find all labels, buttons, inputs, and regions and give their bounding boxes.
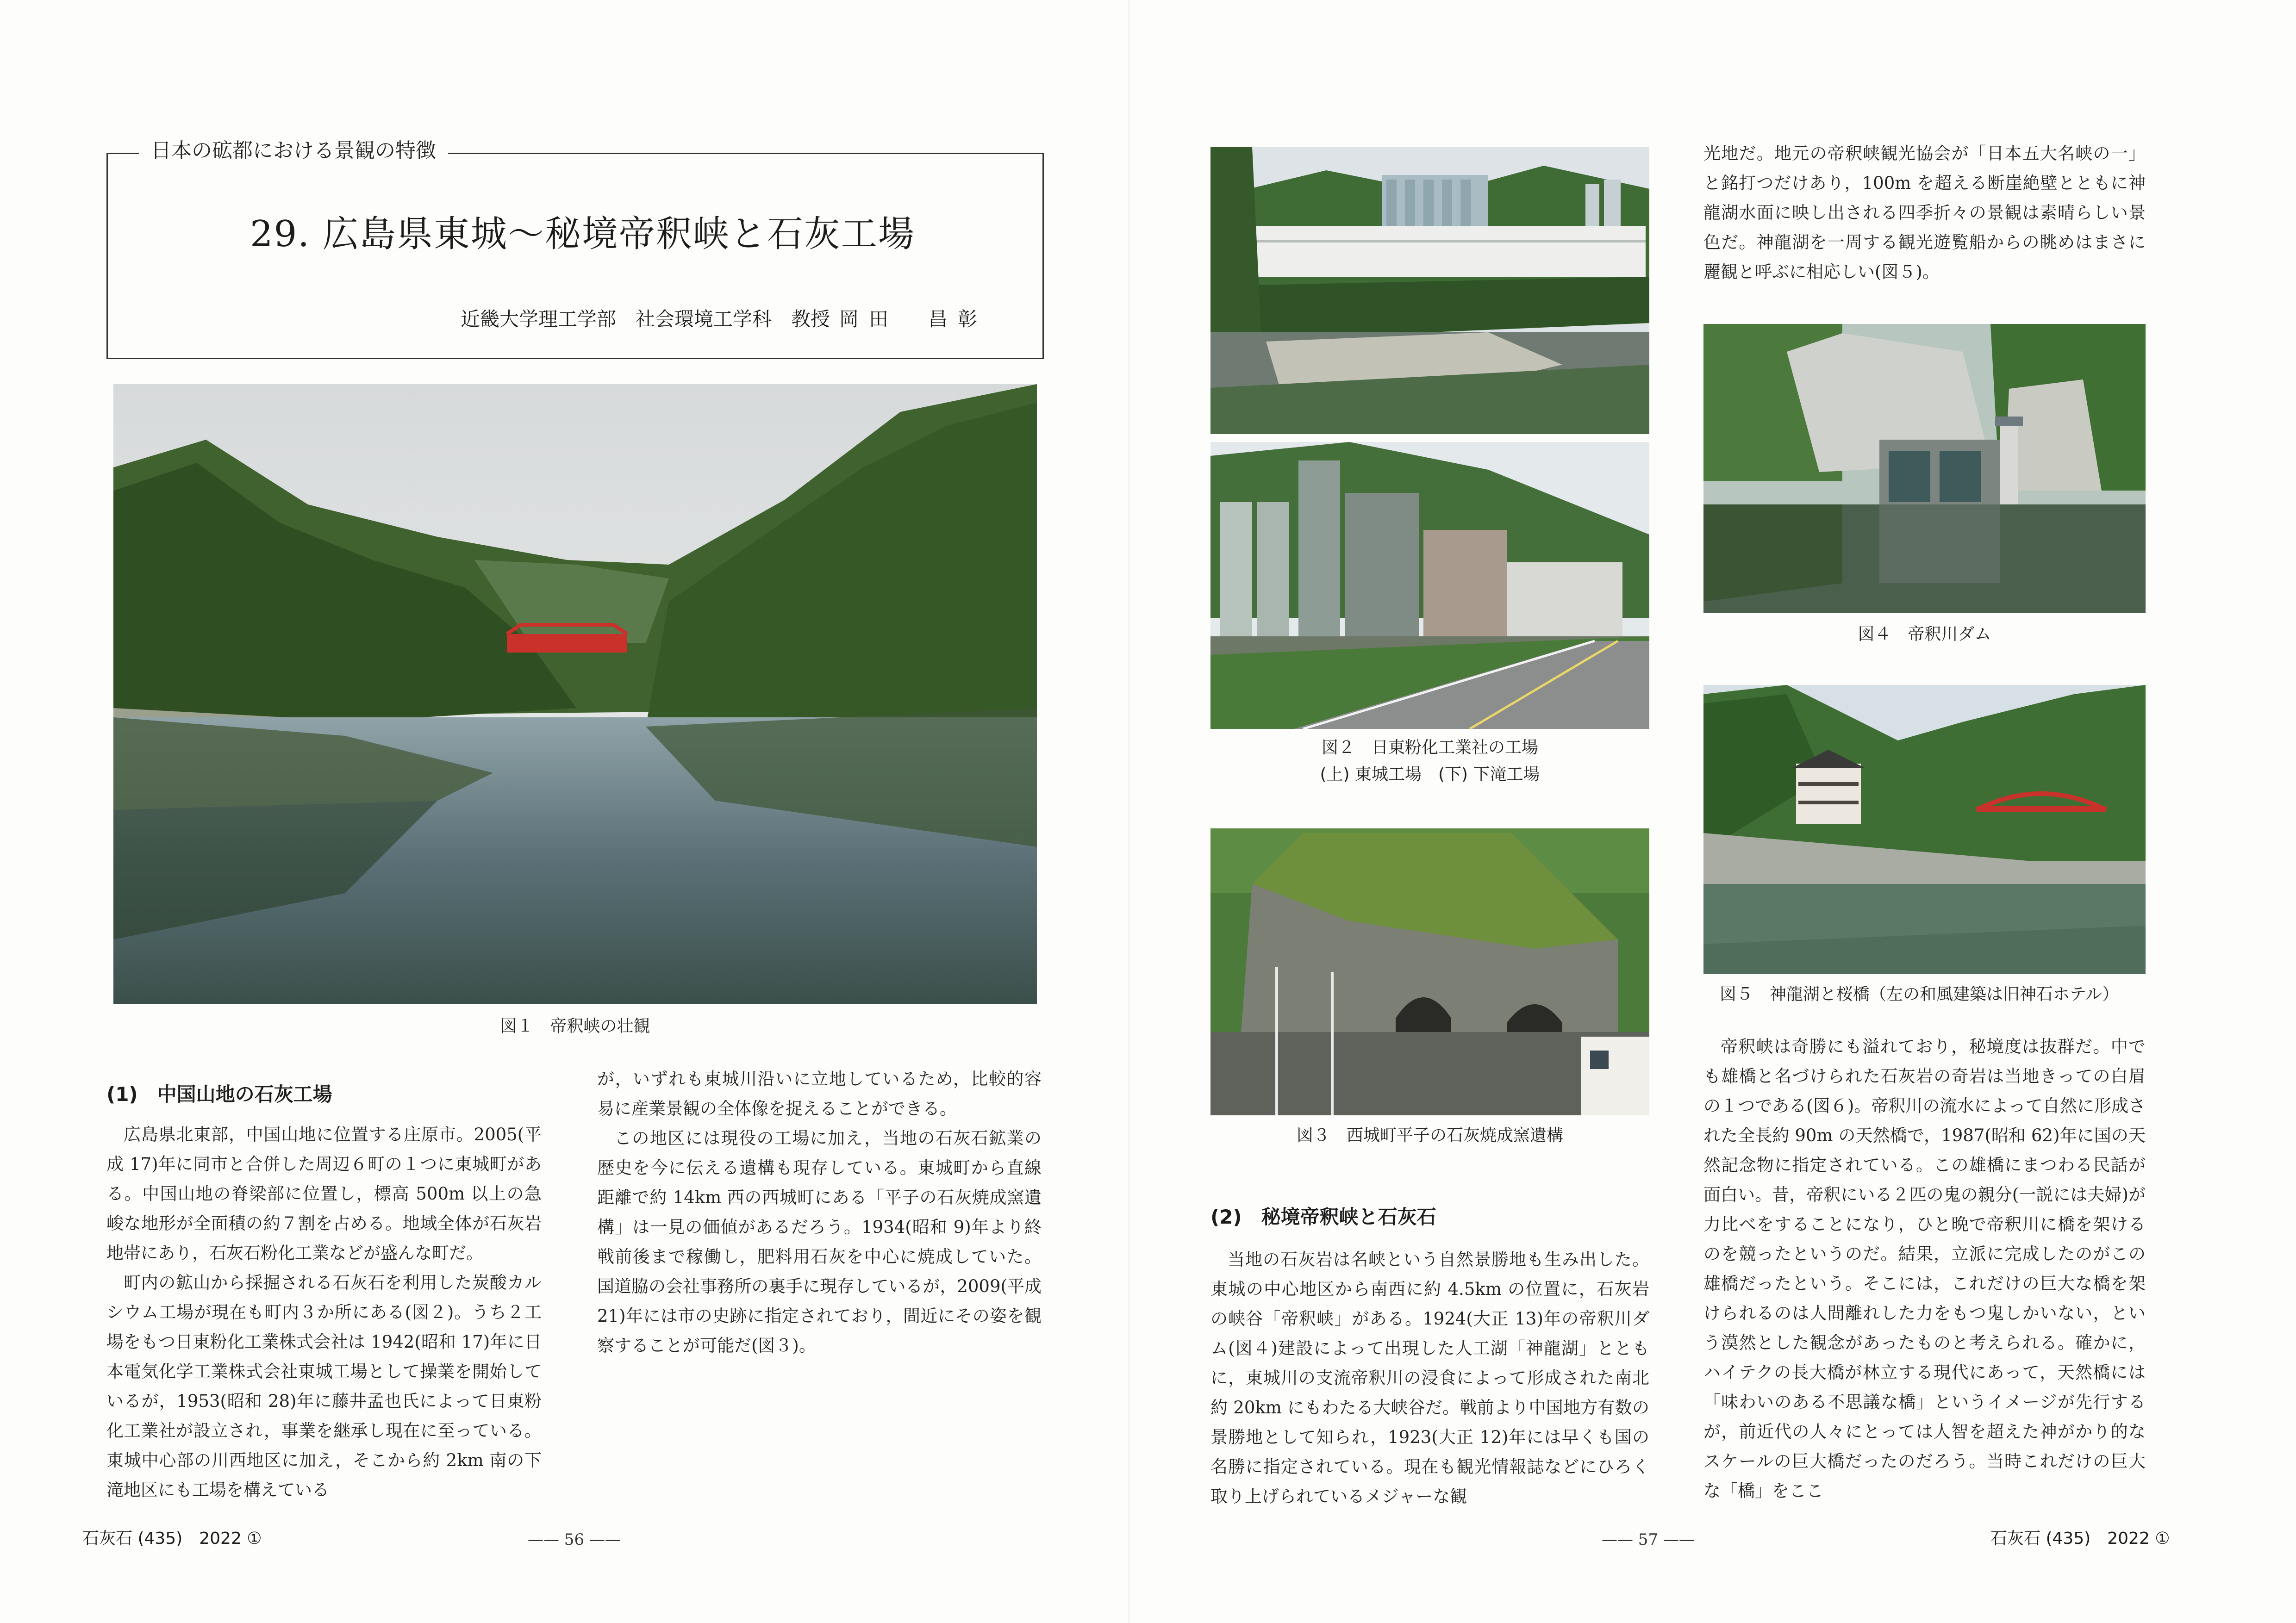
col4-paragraph-1: 光地だ。地元の帝釈峡観光協会が「日本五大名峡の一」と銘打つだけあり，100m を超える断崖絶壁とともに神龍湖水面に映し出される四季折々の景観は素晴らしい景色だ。神龍湖を一周する観光遊覧船からの眺めはまさに麗観と呼ぶに相応しい(図５)。	[1703, 143, 2146, 282]
figure3-caption: 図３ 西城町平子の石灰焼成窯遺構	[1296, 1126, 1563, 1145]
figure1-caption: 図１ 帝釈峡の壮観	[500, 1017, 650, 1036]
figure5-photo	[1703, 685, 2146, 974]
col1-paragraph-1: 広島県北東部，中国山地に位置する庄原市。2005(平成 17)年に同市と合併した周辺６町の１つに東城町がある。中国山地の脊梁部に位置し，標高 500m 以上の急峻な地形が全面積の約７割を占める。地域全体が石灰岩地帯にあり，石灰石粉化工業などが盛んな町だ。	[106, 1125, 542, 1263]
series-label: 日本の砿都における景観の特徴	[139, 137, 448, 165]
page-number-right: —— 57 ——	[1602, 1530, 1695, 1549]
col1-paragraph-2: 町内の鉱山から採掘される石灰石を利用した炭酸カルシウム工場が現在も町内３か所にある(図２)。うち２工場をもつ日東粉化工業株式会社は 1942(昭和 17)年に日本電気化学工業株式会社東城工場として操業を開始しているが，1953(昭和 28)年に藤井孟也氏によって日東粉化工業社が設立され，事業を継承し現在に至っている。東城中心部の川西地区に加え，そこから約 2km 南の下滝地区にも工場を構えている	[106, 1273, 542, 1500]
col4-paragraph-2: 帝釈峡は奇勝にも溢れており，秘境度は抜群だ。中でも雄橋と名づけられた石灰岩の奇岩は当地きっての白眉の１つである(図６)。帝釈川の流水によって自然に形成された全長約 90m の天然橋で，1987(昭和 62)年に国の天然記念物に指定されている。この雄橋にまつわる民話が面白い。昔，帝釈にいる２匹の鬼の親分(一説には夫婦)が力比べをすることになり，ひと晩で帝釈川に橋を架けるのを競ったというのだ。結果，立派に完成したのがこの雄橋だったという。そこには，これだけの巨大な橋を架けられるのは人間離れした力をもつ鬼しかいない，という漠然とした観念があったものと考えられる。確かに，ハイテクの長大橋が林立する現代にあって，天然橋には「味わいのある不思議な橋」というイメージが先行するが，前近代の人々にとっては人智を超えた神がかり的なスケールの巨大橋だったのだろう。当時これだけの巨大な「橋」をここ	[1703, 1037, 2146, 1501]
col2-paragraph-2: この地区には現役の工場に加え，当地の石灰石鉱業の歴史を今に伝える遺構も現存している。東城町から直線距離で約 14km 西の西城町にある「平子の石灰焼成窯遺構」は一見の価値があるだろう。1934(昭和 9)年より終戦前後まで稼働し，肥料用石灰を中心に焼成していた。国道脇の会社事務所の裏手に現存しているが，2009(平成 21)年には市の史跡に指定されており，間近にその姿を観察することが可能だ(図３)。	[597, 1128, 1042, 1356]
figure5-caption: 図５ 神龍湖と桜橋（左の和風建築は旧神石ホテル）	[1720, 985, 2119, 1004]
page-right	[1129, 0, 2296, 1623]
section2-heading: (2) 秘境帝釈峡と石灰石	[1210, 1206, 1436, 1228]
figure1-photo	[113, 384, 1037, 1004]
article-title: 29. 広島県東城〜秘境帝釈峡と石灰工場	[250, 213, 915, 255]
author-affiliation: 近畿大学理工学部 社会環境工学科 教授	[461, 308, 830, 330]
author-line	[461, 305, 1016, 333]
body-column-4-bottom	[1703, 1032, 2146, 1506]
body-column-2	[597, 1064, 1042, 1361]
page-left	[0, 0, 1129, 1623]
body-column-1	[106, 1120, 542, 1505]
figure4-caption: 図４ 帝釈川ダム	[1858, 625, 1991, 644]
col2-paragraph-1: が，いずれも東城川沿いに立地しているため，比較的容易に産業景観の全体像を捉えることができる。	[597, 1069, 1042, 1119]
col3-paragraph-1: 当地の石灰岩は名峡という自然景勝地も生み出した。東城の中心地区から南西に約 4.5km の位置に，石灰岩の峡谷「帝釈峡」がある。1924(大正 13)年の帝釈川ダム(図４)建設によって出現した人工湖「神龍湖」とともに，東城川の支流帝釈川の浸食によって形成された南北約 20km にもわたる大峡谷だ。戦前より中国地方有数の景勝地として知られ，1923(大正 12)年には早くも国の名勝に指定されている。現在も観光情報誌などにひろく取り上げられているメジャーな観	[1210, 1250, 1649, 1506]
section1-heading: (1) 中国山地の石灰工場	[106, 1083, 332, 1106]
footer-journal-right: 石灰石 (435) 2022 ①	[1990, 1529, 2170, 1548]
footer-journal-left: 石灰石 (435) 2022 ①	[82, 1529, 262, 1548]
figure2-top-photo	[1210, 147, 1649, 434]
body-column-3	[1210, 1245, 1649, 1511]
figure2-caption-line1: 図２ 日東粉化工業社の工場	[1321, 738, 1538, 757]
figure4-photo	[1703, 324, 2146, 613]
figure2-caption-line2: (上) 東城工場 (下) 下滝工場	[1320, 765, 1540, 784]
body-column-4-top	[1703, 139, 2146, 287]
page-number-left: —— 56 ——	[528, 1530, 621, 1549]
author-name: 岡田 昌彰	[839, 308, 988, 330]
figure2-bottom-photo	[1210, 442, 1649, 729]
figure3-photo	[1210, 828, 1649, 1115]
